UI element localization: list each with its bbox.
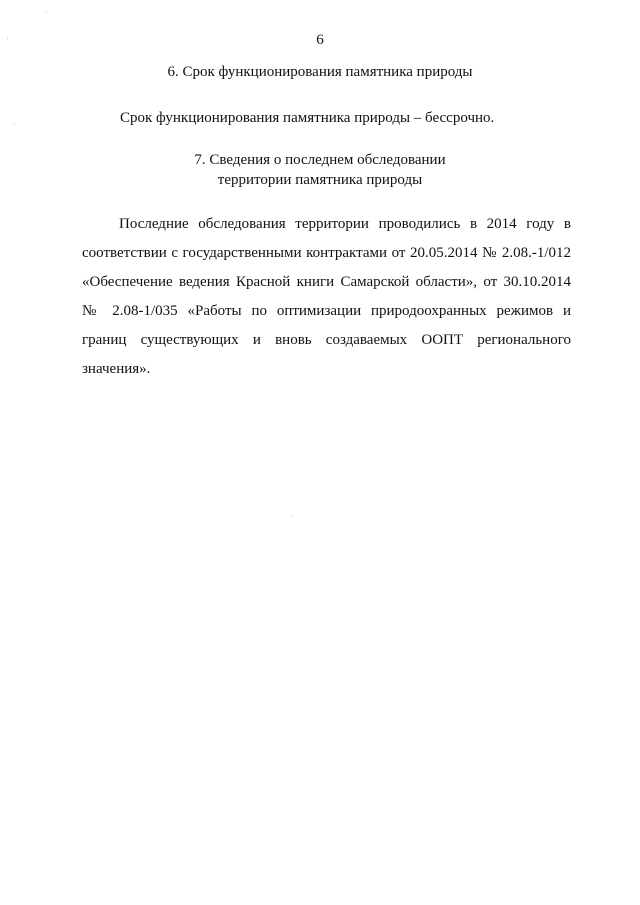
section-7-paragraph [82, 214, 571, 388]
scan-speck [14, 124, 15, 125]
paragraph-line: Последние обследования территории проводились в 2014 году в [119, 216, 571, 232]
page-number: 6 [316, 32, 324, 48]
section-6-heading: 6. Срок функционирования памятника природы [167, 64, 473, 80]
section-6-text: Срок функционирования памятника природы – бессрочно. [120, 110, 495, 126]
section-7-heading-line-2: территории памятника природы [217, 172, 423, 188]
paragraph-line: значения». [82, 361, 151, 377]
scan-speck [7, 38, 8, 39]
scan-speck [291, 516, 292, 517]
scan-speck [46, 12, 47, 13]
paragraph-line: границ существующих и вновь создаваемых ООПТ регионального [82, 332, 571, 348]
paragraph-line: соответствии с государственными контрактами от 20.05.2014 № 2.08.-1/012 [82, 245, 571, 261]
paragraph-line: «Обеспечение ведения Красной книги Самарской области», от 30.10.2014 [82, 274, 571, 290]
paragraph-line: № 2.08-1/035 «Работы по оптимизации природоохранных режимов и [82, 303, 571, 319]
section-7-heading-line-1: 7. Сведения о последнем обследовании [194, 152, 446, 168]
